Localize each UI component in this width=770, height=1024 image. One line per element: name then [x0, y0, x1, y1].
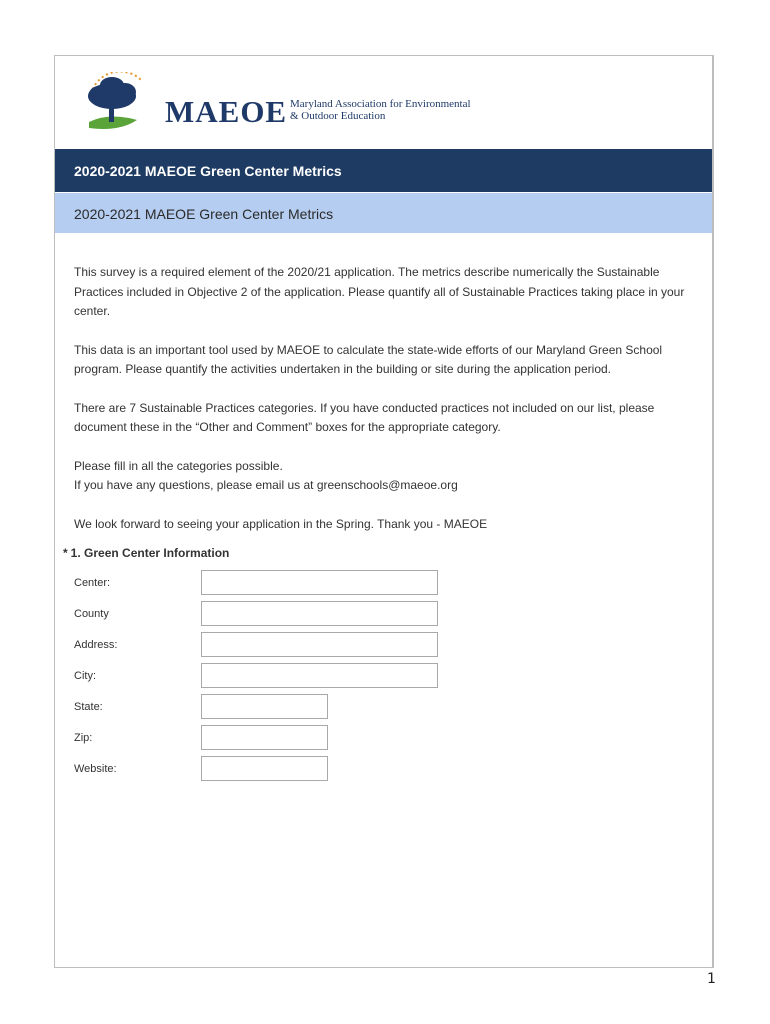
city-label: City:: [74, 670, 96, 682]
center-label: Center:: [74, 577, 111, 589]
intro-text: [74, 263, 699, 553]
tree-logo-icon: [79, 72, 163, 134]
intro-paragraph-4-line2: If you have any questions, please email us at greenschools@maeoe.org: [74, 478, 458, 492]
logo-tagline: [290, 98, 510, 122]
maeoe-logo: [79, 72, 499, 132]
city-field[interactable]: [201, 663, 438, 688]
intro-paragraph-5: We look forward to seeing your application in the Spring. Thank you - MAEOE: [74, 516, 488, 531]
logo-tagline-line1: Maryland Association for Environmental: [290, 98, 471, 110]
logo-wordmark: MAEOE: [165, 94, 288, 129]
question-title: [63, 546, 229, 560]
page-number: 1: [707, 971, 716, 987]
survey-page: [54, 55, 713, 968]
intro-paragraph-1: This survey is a required element of the 2020/21 application. The metrics describe numerically the Sustainable Practices included in Objective 2 of the application. Please quantify all of Sustainable Practices taking place in your center.: [74, 265, 685, 318]
intro-paragraph-4: [74, 457, 699, 496]
logo-tagline-line2: & Outdoor Education: [290, 110, 386, 122]
intro-paragraph-3: There are 7 Sustainable Practices categories. If you have conducted practices not included on our list, please document these in the “Other and Comment” boxes for the appropriate category.: [74, 400, 655, 434]
zip-field[interactable]: [201, 725, 328, 750]
county-label: County: [74, 608, 109, 620]
state-field[interactable]: [201, 694, 328, 719]
page-title: 2020-2021 MAEOE Green Center Metrics: [55, 149, 712, 192]
intro-paragraph-2: This data is an important tool used by MAEOE to calculate the state-wide efforts of our Maryland Green School program. Please quantify the activities undertaken in the building or site during the application period.: [74, 342, 663, 376]
zip-label: Zip:: [74, 732, 93, 744]
center-field[interactable]: [201, 570, 438, 595]
address-field[interactable]: [201, 632, 438, 657]
state-label: State:: [74, 701, 103, 713]
question-title-text: 1. Green Center Information: [70, 546, 230, 560]
county-field[interactable]: [201, 601, 438, 626]
section-subtitle: 2020-2021 MAEOE Green Center Metrics: [55, 193, 712, 233]
website-field[interactable]: [201, 756, 328, 781]
website-label: Website:: [74, 763, 117, 775]
intro-paragraph-4-line1: Please fill in all the categories possible.: [74, 458, 283, 473]
address-label: Address:: [74, 639, 118, 651]
required-marker: *: [63, 546, 68, 560]
page-border: [713, 55, 714, 968]
